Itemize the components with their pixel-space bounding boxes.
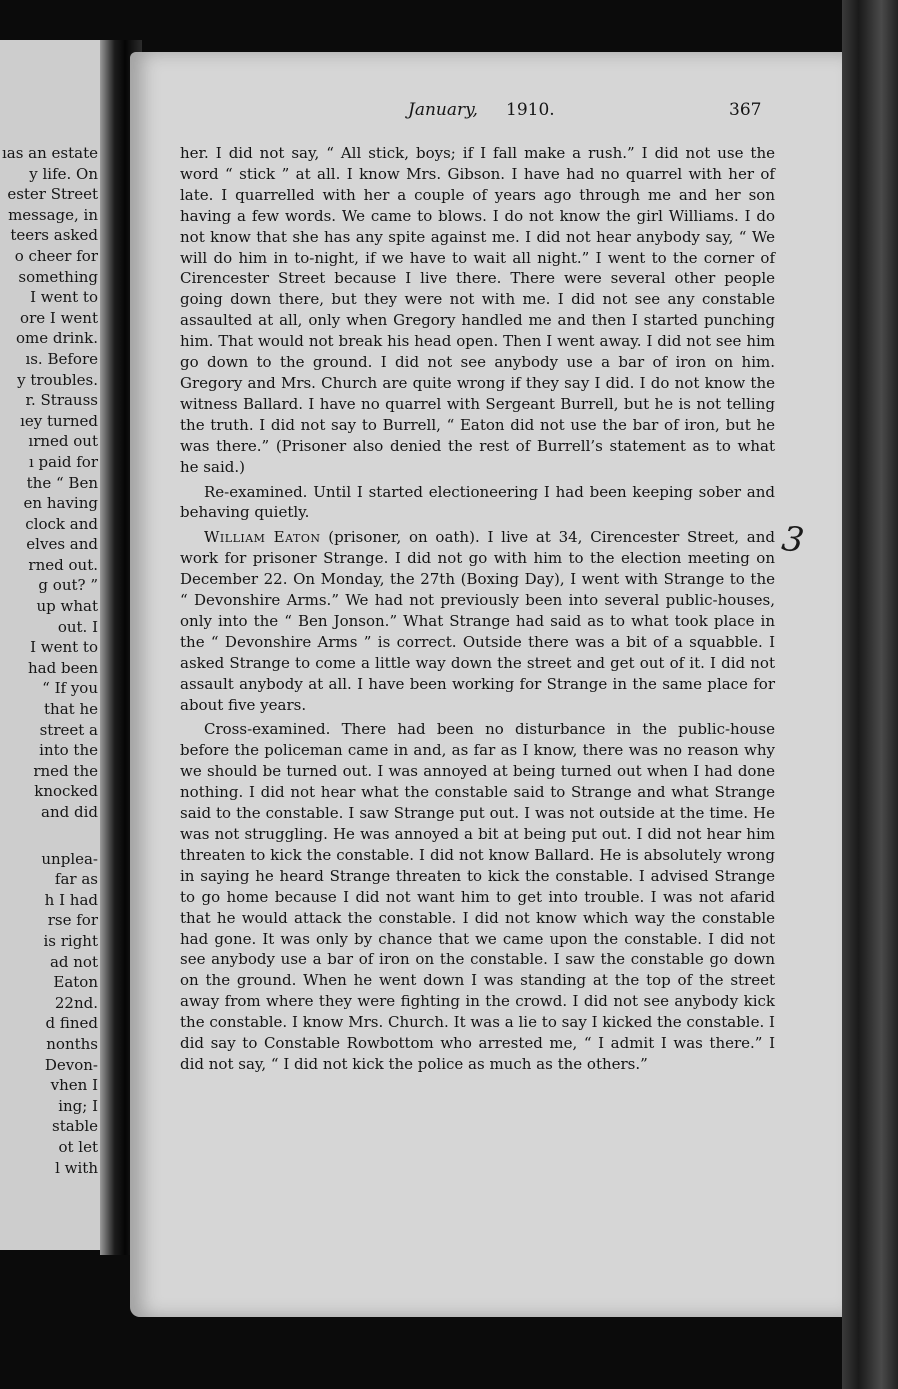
left-page-line: ıs. Before [25,349,98,368]
left-page-line: far as [54,870,98,889]
paragraph-william-eaton [180,527,775,715]
left-page-line [0,823,98,849]
left-page-line: vhen I [50,1076,98,1095]
paragraph-re-examined [180,482,775,524]
left-page-line: is right [43,931,98,950]
left-page-line: ırned out [28,432,98,451]
left-page-line: o cheer for [14,246,98,265]
left-page-line: l with [55,1158,98,1177]
left-page-line: rse for [47,911,98,930]
left-page-line: into the [39,741,98,760]
page-edge-shadow [842,0,898,1389]
left-page-line: the “ Ben [26,473,98,492]
left-page-line: ome drink. [16,329,98,348]
running-head: January, [408,100,478,120]
left-page-line: I went to [30,638,98,657]
witness-name: William Eaton [204,528,321,547]
left-page-line: ore I went [20,308,98,327]
left-page-line: ad not [49,952,98,971]
left-page-line: “ If you [42,679,98,698]
left-page-line: elves and [26,535,98,554]
left-page-line: I went to [30,288,98,307]
left-page-line: ing; I [58,1096,98,1115]
paragraph-cross-examined [180,719,775,1074]
left-page-line: clock and [25,514,98,533]
left-page-line: that he [44,700,98,719]
left-page-line: ı paid for [28,452,98,471]
left-page-line: ıas an estate [1,144,98,162]
left-page-text-fragments [0,143,98,1178]
left-page-line: knocked [34,782,98,801]
left-page-line: rned out. [28,555,98,574]
left-page-line: h I had [44,890,98,909]
left-page-line: and did [41,803,98,821]
paragraph-testimony-continued [180,143,775,478]
left-page-line: g out? ” [38,576,98,595]
body-text [180,143,775,1075]
left-page-line: stable [52,1117,98,1136]
left-page-line: y life. On [29,164,98,183]
left-page-line: rned the [33,761,98,780]
left-page-line: 22nd. [54,993,98,1012]
left-page-line: y troubles. [17,370,98,389]
left-page-line: d fined [45,1014,98,1033]
left-page-line: message, in [8,205,98,224]
left-page-line: ester Street [7,185,98,204]
left-page-line: ot let [58,1137,98,1156]
left-page-line: out. I [57,617,98,636]
left-page-line: ıey turned [20,411,98,430]
left-page-line: unplea- [41,849,98,868]
running-head-year: 1910. [506,100,555,120]
paragraph-text: her. I did not say, “ All stick, boys; if I fall make a rush.” I did not use the word “ stick ” at all. I know Mrs. Gibson. I have had no quarrel with her of late. I quarrelled with her a couple of years ago through me and her son having a few words. We came to blows. I do not know the girl Williams. I do not know that she has any spite against me. I did not hear anybody say, “ We will do him in to-night, if we have to wait all night.” I went to the corner of Cirencester Street because I live there. There were several other people going down there, but they were not with me. I did not see any constable assaulted at all, only when Gregory handled me and then I started punching him. That would not break his head open. Then I went away. I did not see him go down to the ground. I did not see anybody use a bar of iron on him. Gregory and Mrs. Church are quite wrong if they say I did. I do not know the witness Ballard. I have no quarrel with Sergeant Burrell, but he is not telling the truth. I did not say to Burrell, “ Eaton did not use the bar of iron, but he was there.” (Prisoner also denied the rest of Burrell’s statement as to what he said.) [180,144,775,476]
handwritten-margin-mark: 3 [779,518,807,562]
paragraph-text: Re-examined. Until I started electioneering I had been keeping sober and behaving quietly. [180,482,775,522]
paragraph-text: (prisoner, on oath). I live at 34, Cirencester Street, and work for prisoner Strange. I did not go with him to the election meeting on December 22. On Monday, the 27th (Boxing Day), I went with Strange to the “ Devonshire Arms.” We had not previously been into several public-houses, only into the “ Ben Jonson.” What Strange had said as to what took place in the “ Devonshire Arms ” is correct. Outside there was a bit of a squabble. I asked Strange to come a little way down the street and get out of it. I did not assault anybody at all. I have been working for Strange in the same place for about five years. [180,528,776,714]
left-page-line: Devon- [44,1055,98,1074]
left-page-line: teers asked [10,226,98,245]
page-number: 367 [729,100,762,120]
left-page-line: had been [28,658,98,677]
left-page-line: something [18,267,98,286]
left-page-line: street a [39,720,98,739]
left-page-line: nonths [46,1034,98,1053]
paragraph-text: Cross-examined. There had been no disturbance in the public-house before the policeman came in and, as far as I know, there was no reason why we should be turned out. I was annoyed at being turned out when I had done nothing. I did not hear what the constable said to Strange and what Strange said to the constable. I saw Strange put out. I was not outside at the time. He was not struggling. He was annoyed a bit at being put out. I did not hear him threaten to kick the constable. I did not know Ballard. He is absolutely wrong in saying he heard Strange threaten to kick the constable. I advised Strange to go home because I did not want him to get into trouble. I was not afarid that he would attack the constable. I did not know which way the constable had gone. It was only by chance that we came upon the constable. I did not see anybody use a bar of iron on the constable. I saw the constable go down on the ground. When he went down I was standing at the top of the street away from where they were fighting in the crowd. I did not see anybody kick the constable. I know Mrs. Church. It was a lie to say I kicked the constable. I did say to Constable Rowbottom who arrested me, “ I admit I was there.” I did not say, “ I did not kick the police as much as the others.” [180,720,775,1073]
left-page-line: en having [23,494,98,513]
left-page-line: r. Strauss [25,391,98,410]
left-page-line: up what [36,597,98,616]
left-page-line: Eaton [53,973,98,992]
page-header [0,100,898,126]
